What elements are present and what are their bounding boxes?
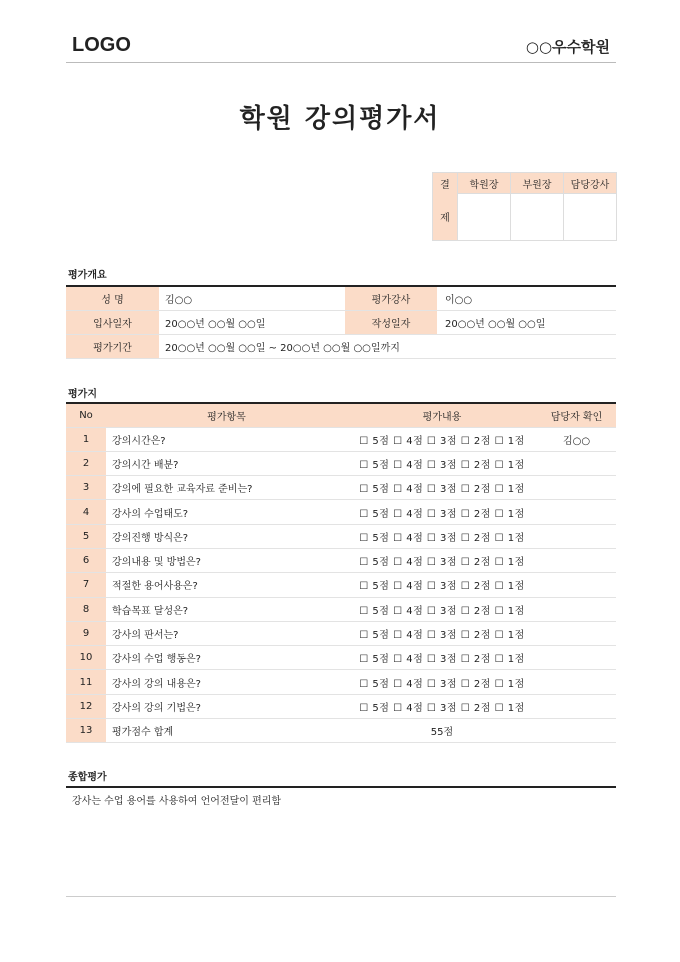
approval-sign-instructor[interactable] — [564, 194, 617, 241]
summary-divider — [66, 786, 616, 788]
page-title: 학원 강의평가서 — [239, 104, 441, 134]
row-no: 5 — [66, 524, 106, 548]
row-item: 강사의 강의 내용은? — [106, 670, 347, 694]
approval-side-label-1: 결 — [433, 173, 458, 194]
row-no: 11 — [66, 670, 106, 694]
row-item: 적절한 용어사용은? — [106, 573, 347, 597]
row-item: 강사의 수업 행동은? — [106, 646, 347, 670]
table-row — [66, 573, 616, 597]
row-item: 강의진행 방식은? — [106, 524, 347, 548]
row-confirm[interactable] — [537, 476, 616, 500]
row-confirm[interactable] — [537, 694, 616, 718]
approval-side-label-2: 제 — [433, 194, 458, 241]
instructor-value[interactable]: 이○○ — [437, 286, 616, 310]
approval-role-instructor: 담당강사 — [564, 173, 617, 194]
approval-sign-head[interactable] — [458, 194, 511, 241]
table-row — [66, 427, 616, 451]
academy-name: ○○우수학원 — [525, 38, 610, 56]
table-row — [66, 500, 616, 524]
table-row — [66, 646, 616, 670]
total-row — [66, 719, 616, 743]
row-no: 8 — [66, 597, 106, 621]
instructor-label: 평가강사 — [345, 286, 437, 310]
row-item: 학습목표 달성은? — [106, 597, 347, 621]
row-choices[interactable]: ☐ 5점 ☐ 4점 ☐ 3점 ☐ 2점 ☐ 1점 — [347, 670, 537, 694]
evaluation-section-title: 평가지 — [68, 389, 97, 400]
row-item: 강사의 판서는? — [106, 621, 347, 645]
approval-role-vice: 부원장 — [511, 173, 564, 194]
row-choices[interactable]: ☐ 5점 ☐ 4점 ☐ 3점 ☐ 2점 ☐ 1점 — [347, 646, 537, 670]
row-confirm[interactable]: 김○○ — [537, 427, 616, 451]
row-choices[interactable]: ☐ 5점 ☐ 4점 ☐ 3점 ☐ 2점 ☐ 1점 — [347, 573, 537, 597]
row-confirm[interactable] — [537, 524, 616, 548]
approval-sign-vice[interactable] — [511, 194, 564, 241]
join-date-label: 입사일자 — [66, 310, 159, 334]
approval-role-head: 학원장 — [458, 173, 511, 194]
approval-table — [432, 172, 617, 241]
row-choices[interactable]: ☐ 5점 ☐ 4점 ☐ 3점 ☐ 2점 ☐ 1점 — [347, 548, 537, 572]
total-score: 55점 — [347, 719, 537, 743]
row-no: 12 — [66, 694, 106, 718]
join-date-value[interactable]: 20○○년 ○○월 ○○일 — [159, 310, 345, 334]
row-choices[interactable]: ☐ 5점 ☐ 4점 ☐ 3점 ☐ 2점 ☐ 1점 — [347, 524, 537, 548]
total-confirm — [537, 719, 616, 743]
table-row — [66, 476, 616, 500]
row-choices[interactable]: ☐ 5점 ☐ 4점 ☐ 3점 ☐ 2점 ☐ 1점 — [347, 500, 537, 524]
row-item: 강사의 수업태도? — [106, 500, 347, 524]
row-confirm[interactable] — [537, 500, 616, 524]
row-confirm[interactable] — [537, 548, 616, 572]
row-confirm[interactable] — [537, 621, 616, 645]
period-label: 평가기간 — [66, 334, 159, 358]
written-date-value[interactable]: 20○○년 ○○월 ○○일 — [437, 310, 616, 334]
total-no: 13 — [66, 719, 106, 743]
col-content-header: 평가내용 — [347, 403, 537, 427]
col-confirm-header: 담당자 확인 — [537, 403, 616, 427]
overview-section-title: 평가개요 — [68, 270, 107, 281]
row-no: 1 — [66, 427, 106, 451]
row-confirm[interactable] — [537, 597, 616, 621]
summary-text[interactable]: 강사는 수업 용어를 사용하여 언어전달이 편리함 — [72, 796, 282, 807]
row-no: 2 — [66, 451, 106, 475]
total-label: 평가점수 합계 — [106, 719, 347, 743]
summary-section-title: 종합평가 — [68, 772, 107, 783]
col-no-header: No — [66, 403, 106, 427]
table-row — [66, 597, 616, 621]
period-value[interactable]: 20○○년 ○○월 ○○일 ~ 20○○년 ○○월 ○○일까지 — [159, 334, 616, 358]
row-choices[interactable]: ☐ 5점 ☐ 4점 ☐ 3점 ☐ 2점 ☐ 1점 — [347, 476, 537, 500]
row-no: 4 — [66, 500, 106, 524]
row-choices[interactable]: ☐ 5점 ☐ 4점 ☐ 3점 ☐ 2점 ☐ 1점 — [347, 694, 537, 718]
row-confirm[interactable] — [537, 670, 616, 694]
row-item: 강의시간 배분? — [106, 451, 347, 475]
row-choices[interactable]: ☐ 5점 ☐ 4점 ☐ 3점 ☐ 2점 ☐ 1점 — [347, 451, 537, 475]
row-item: 강의에 필요한 교육자료 준비는? — [106, 476, 347, 500]
footer-divider — [66, 896, 616, 897]
evaluation-table — [66, 402, 616, 743]
name-value[interactable]: 김○○ — [159, 286, 345, 310]
row-no: 3 — [66, 476, 106, 500]
row-choices[interactable]: ☐ 5점 ☐ 4점 ☐ 3점 ☐ 2점 ☐ 1점 — [347, 597, 537, 621]
row-confirm[interactable] — [537, 451, 616, 475]
logo: LOGO — [72, 34, 131, 56]
table-row — [66, 670, 616, 694]
row-no: 10 — [66, 646, 106, 670]
row-choices[interactable]: ☐ 5점 ☐ 4점 ☐ 3점 ☐ 2점 ☐ 1점 — [347, 621, 537, 645]
row-no: 7 — [66, 573, 106, 597]
row-confirm[interactable] — [537, 646, 616, 670]
col-item-header: 평가항목 — [106, 403, 347, 427]
table-row — [66, 621, 616, 645]
name-label: 성 명 — [66, 286, 159, 310]
row-choices[interactable]: ☐ 5점 ☐ 4점 ☐ 3점 ☐ 2점 ☐ 1점 — [347, 427, 537, 451]
table-row — [66, 694, 616, 718]
row-no: 9 — [66, 621, 106, 645]
overview-table — [66, 285, 616, 359]
table-row — [66, 451, 616, 475]
table-row — [66, 548, 616, 572]
written-date-label: 작성일자 — [345, 310, 437, 334]
row-item: 강의내용 및 방법은? — [106, 548, 347, 572]
row-no: 6 — [66, 548, 106, 572]
row-item: 강사의 강의 기법은? — [106, 694, 347, 718]
header-divider — [66, 62, 616, 63]
row-item: 강의시간은? — [106, 427, 347, 451]
row-confirm[interactable] — [537, 573, 616, 597]
table-row — [66, 524, 616, 548]
